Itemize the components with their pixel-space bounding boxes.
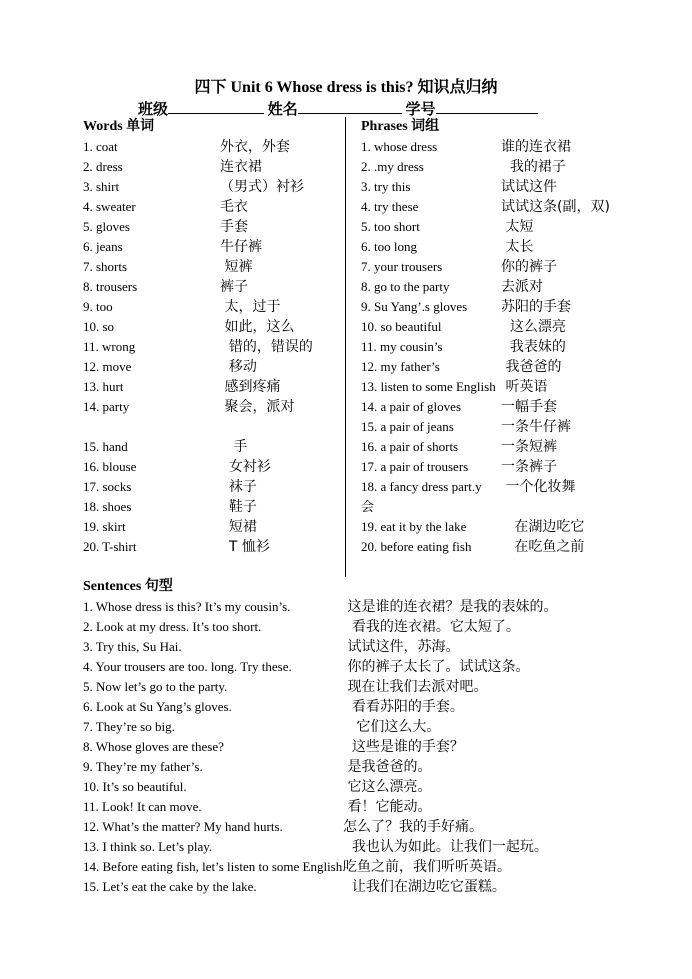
chinese-text: 短裤 xyxy=(220,259,253,275)
english-text: 3. Try this, Su Hai. xyxy=(83,639,182,654)
english-text: 7. your trousers xyxy=(361,259,443,274)
list-item xyxy=(361,437,631,457)
english-text: 5. gloves xyxy=(83,219,130,234)
english-text: 15. a pair of jeans xyxy=(361,419,454,434)
chinese-text: 这么漂亮 xyxy=(501,319,566,335)
chinese-text: 看看苏阳的手套。 xyxy=(343,699,464,715)
chinese-text: 看！它能动。 xyxy=(343,799,432,815)
list-item xyxy=(83,277,343,297)
english-text: 7. They’re so big. xyxy=(83,719,175,734)
chinese-text: 吃鱼之前，我们听听英语。 xyxy=(343,859,511,875)
english-text: 2. Look at my dress. It’s too short. xyxy=(83,619,262,634)
list-item xyxy=(361,217,631,237)
english-text: 2. .my dress xyxy=(361,159,424,174)
list-item xyxy=(83,297,343,317)
list-item xyxy=(361,457,631,477)
chinese-text: 一条裤子 xyxy=(501,459,557,475)
list-item xyxy=(361,137,631,157)
class-label: 班级 xyxy=(138,102,169,118)
list-item xyxy=(83,397,343,417)
list-item xyxy=(83,217,343,237)
english-text: 13. hurt xyxy=(83,379,124,394)
list-item xyxy=(83,637,683,657)
english-text: 19. skirt xyxy=(83,519,126,534)
chinese-text: 一幅手套 xyxy=(501,399,557,415)
chinese-text: 手 xyxy=(220,439,248,455)
chinese-text: 在吃鱼之前 xyxy=(501,539,585,555)
english-text: 17. socks xyxy=(83,479,132,494)
english-text: 12. What’s the matter? My hand hurts. xyxy=(83,819,283,834)
english-text: 11. my cousin’s xyxy=(361,339,443,354)
chinese-text: 让我们在湖边吃它蛋糕。 xyxy=(343,879,506,895)
chinese-text: 感到疼痛 xyxy=(220,379,281,395)
list-item xyxy=(361,197,631,217)
english-text: 6. Look at Su Yang’s gloves. xyxy=(83,699,232,714)
list-item xyxy=(361,537,631,557)
english-text: 8. go to the party xyxy=(361,279,450,294)
list-item xyxy=(361,497,631,517)
english-text: 4. try these xyxy=(361,199,419,214)
chinese-text: 太短 xyxy=(501,219,534,235)
english-text: 8. trousers xyxy=(83,279,138,294)
chinese-text: 太长 xyxy=(501,239,534,255)
english-text: 11. Look! It can move. xyxy=(83,799,202,814)
list-item xyxy=(83,177,343,197)
list-item xyxy=(83,357,343,377)
english-text: 15. hand xyxy=(83,439,128,454)
list-item xyxy=(83,477,343,497)
chinese-text: 一条牛仔裤 xyxy=(501,419,571,435)
chinese-text: 连衣裙 xyxy=(220,159,262,175)
english-text: 14. Before eating fish, let’s listen to some English. xyxy=(83,859,346,874)
english-text: 12. my father’s xyxy=(361,359,440,374)
list-item xyxy=(361,337,631,357)
list-item xyxy=(83,677,683,697)
chinese-text: 是我爸爸的。 xyxy=(343,759,432,775)
chinese-text: 它这么漂亮。 xyxy=(343,779,432,795)
english-text: 13. I think so. Let’s play. xyxy=(83,839,213,854)
chinese-text: 这些是谁的手套？ xyxy=(343,739,464,755)
list-item xyxy=(83,437,343,457)
number-label: 学号 xyxy=(405,102,436,118)
english-text: 4. sweater xyxy=(83,199,136,214)
list-item xyxy=(361,477,631,497)
english-text: 2. dress xyxy=(83,159,123,174)
chinese-text: 女衬衫 xyxy=(220,459,271,475)
list-item xyxy=(83,857,683,877)
list-item xyxy=(83,137,343,157)
words-heading: Words 单词 xyxy=(83,119,155,134)
list-item xyxy=(83,537,343,557)
list-item xyxy=(361,237,631,257)
chinese-text: （男式）衬衫 xyxy=(220,179,304,195)
chinese-text: 太，过于 xyxy=(220,299,281,315)
list-item xyxy=(83,377,343,397)
chinese-text: 我表妹的 xyxy=(501,339,566,355)
english-text: 3. try this xyxy=(361,179,411,194)
chinese-text: 试试这件 xyxy=(501,179,557,195)
list-item xyxy=(83,157,343,177)
number-blank xyxy=(436,99,538,114)
chinese-text: 聚会，派对 xyxy=(220,399,295,415)
chinese-text: 在湖边吃它 xyxy=(501,519,585,535)
chinese-text: 短裙 xyxy=(220,519,257,535)
list-item xyxy=(83,237,343,257)
english-text: 15. Let’s eat the cake by the lake. xyxy=(83,879,257,894)
chinese-text: 这是谁的连衣裙？是我的表妹的。 xyxy=(343,599,558,615)
chinese-text: 怎么了？我的手好痛。 xyxy=(343,819,483,835)
english-text: 10. so xyxy=(83,319,115,334)
list-item xyxy=(361,397,631,417)
phrases-heading: Phrases 词组 xyxy=(361,119,440,134)
english-text: 6. jeans xyxy=(83,239,123,254)
list-item xyxy=(83,457,343,477)
english-text: 3. shirt xyxy=(83,179,120,194)
list-item xyxy=(83,417,343,437)
english-text: 16. a pair of shorts xyxy=(361,439,459,454)
english-text: 1. Whose dress is this? It’s my cousin’s. xyxy=(83,599,291,614)
chinese-text: 一个化妆舞 xyxy=(501,479,576,495)
english-text: 12. move xyxy=(83,359,132,374)
list-item xyxy=(83,497,343,517)
chinese-text: 我也认为如此。让我们一起玩。 xyxy=(343,839,548,855)
chinese-text: 移动 xyxy=(220,359,257,375)
chinese-text: T 恤衫 xyxy=(220,539,270,555)
chinese-text: 去派对 xyxy=(501,279,543,295)
chinese-text: 试试这条(副，双) xyxy=(501,199,610,215)
list-item xyxy=(361,177,631,197)
list-item xyxy=(83,697,683,717)
list-item xyxy=(83,597,683,617)
english-text: 11. wrong xyxy=(83,339,136,354)
english-text: 4. Your trousers are too. long. Try these. xyxy=(83,659,292,674)
english-text: 19. eat it by the lake xyxy=(361,519,467,534)
list-item xyxy=(361,517,631,537)
chinese-text: 一条短裤 xyxy=(501,439,557,455)
english-text: 1. coat xyxy=(83,139,118,154)
list-item xyxy=(83,517,343,537)
english-text: 17. a pair of trousers xyxy=(361,459,469,474)
words-list xyxy=(83,137,343,557)
chinese-text: 如此，这么 xyxy=(220,319,295,335)
english-text: 9. They’re my father’s. xyxy=(83,759,203,774)
chinese-text: 它们这么大。 xyxy=(343,719,441,735)
list-item xyxy=(83,317,343,337)
english-text: 7. shorts xyxy=(83,259,128,274)
list-item xyxy=(83,737,683,757)
list-item xyxy=(361,377,631,397)
english-text: 5. Now let’s go to the party. xyxy=(83,679,228,694)
chinese-text: 错的，错误的 xyxy=(220,339,313,355)
class-blank xyxy=(168,99,264,114)
english-text: 10. so beautiful xyxy=(361,319,442,334)
english-text: 20. T-shirt xyxy=(83,539,137,554)
column-divider xyxy=(345,117,346,577)
chinese-text: 鞋子 xyxy=(220,499,257,515)
english-text: 18. a fancy dress part.y xyxy=(361,479,482,494)
list-item xyxy=(361,277,631,297)
list-item xyxy=(83,617,683,637)
list-item xyxy=(83,817,683,837)
list-item xyxy=(83,657,683,677)
chinese-text: 我爸爸的 xyxy=(501,359,562,375)
english-text: 9. Su Yang’.s gloves xyxy=(361,299,468,314)
list-item xyxy=(361,257,631,277)
list-item xyxy=(83,197,343,217)
sentences-list xyxy=(83,597,683,897)
english-text: 10. It’s so beautiful. xyxy=(83,779,187,794)
name-label: 姓名 xyxy=(267,102,298,118)
chinese-text: 手套 xyxy=(220,219,248,235)
student-info-line xyxy=(138,99,538,119)
english-text: 14. a pair of gloves xyxy=(361,399,462,414)
list-item xyxy=(83,257,343,277)
chinese-text: 我的裙子 xyxy=(501,159,566,175)
english-text: 会 xyxy=(361,499,375,514)
english-text: 13. listen to some English xyxy=(361,379,496,394)
chinese-text: 毛衣 xyxy=(220,199,248,215)
list-item xyxy=(361,357,631,377)
list-item xyxy=(83,797,683,817)
list-item xyxy=(83,757,683,777)
english-text: 20. before eating fish xyxy=(361,539,472,554)
english-text: 18. shoes xyxy=(83,499,132,514)
list-item xyxy=(83,837,683,857)
chinese-text: 袜子 xyxy=(220,479,257,495)
document-title: 四下 Unit 6 Whose dress is this? 知识点归纳 xyxy=(194,79,498,96)
chinese-text: 牛仔裤 xyxy=(220,239,262,255)
english-text: 5. too short xyxy=(361,219,420,234)
list-item xyxy=(361,317,631,337)
list-item xyxy=(83,717,683,737)
list-item xyxy=(83,337,343,357)
phrases-list xyxy=(361,137,631,557)
chinese-text: 试试这件，苏海。 xyxy=(343,639,460,655)
chinese-text: 看我的连衣裙。它太短了。 xyxy=(343,619,520,635)
chinese-text: 苏阳的手套 xyxy=(501,299,571,315)
english-text: 16. blouse xyxy=(83,459,137,474)
english-text: 14. party xyxy=(83,399,130,414)
list-item xyxy=(361,297,631,317)
name-blank xyxy=(298,99,402,114)
list-item xyxy=(83,777,683,797)
english-text: 8. Whose gloves are these? xyxy=(83,739,224,754)
chinese-text: 谁的连衣裙 xyxy=(501,139,571,155)
english-text: 6. too long xyxy=(361,239,417,254)
english-text: 1. whose dress xyxy=(361,139,438,154)
chinese-text: 外衣，外套 xyxy=(220,139,290,155)
list-item xyxy=(83,877,683,897)
chinese-text: 你的裤子太长了。试试这条。 xyxy=(343,659,530,675)
chinese-text: 现在让我们去派对吧。 xyxy=(343,679,488,695)
chinese-text: 裤子 xyxy=(220,279,248,295)
list-item xyxy=(361,417,631,437)
chinese-text: 你的裤子 xyxy=(501,259,557,275)
chinese-text: 听英语 xyxy=(501,379,548,395)
english-text: 9. too xyxy=(83,299,113,314)
sentences-heading: Sentences 句型 xyxy=(83,579,173,594)
list-item xyxy=(361,157,631,177)
